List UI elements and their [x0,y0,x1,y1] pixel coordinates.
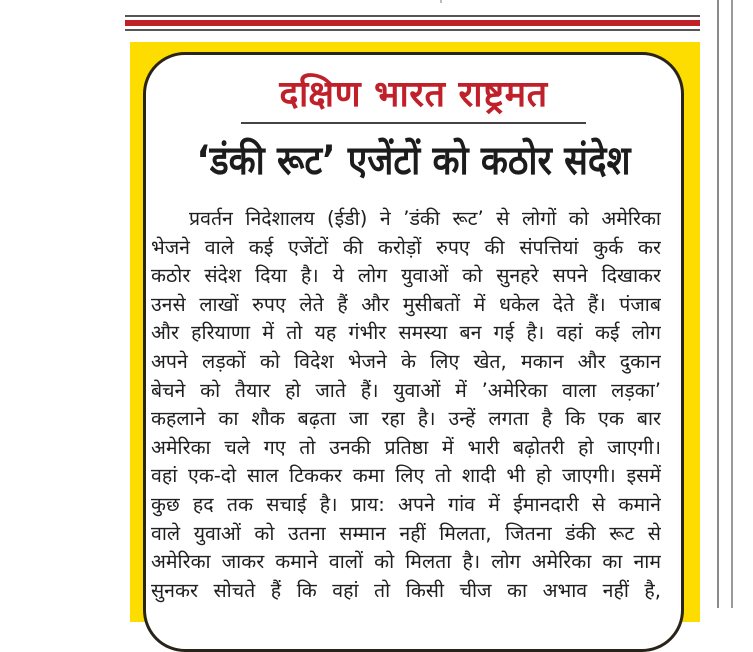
column-divider-left [717,0,719,608]
body-line: कुछ हद तक सचाई है। प्राय: अपने गांव में ईमानदारी से कमाने [151,492,661,516]
article-headline: ‘डंकी रूट’ एजेंटों को कठोर संदेश [196,138,631,184]
body-line: वाले युवाओं को उतना सम्मान नहीं मिलता, जितना डंकी रूट से [151,521,661,545]
body-line: अमेरिका चले गए तो उनकी प्रतिष्ठा में भारी बढ़ोतरी हो जाएगी। [151,435,661,459]
body-line: सुनकर सोचते हैं कि वहां तो किसी चीज का अभाव नहीं है, [151,578,661,602]
body-line: वहां एक-दो साल टिककर कमा लिए तो शादी भी हो जाएगी। इसमें [151,464,661,488]
page-header-rules [125,15,700,31]
body-line: अमेरिका जाकर कमाने वालों को मिलता है। लोग अमेरिका का नाम [151,550,661,574]
body-line: उनसे लाखों रुपए लेते हैं और मुसीबतों में धकेल देते हैं। पंजाब [151,292,661,316]
rule-bottom-gray [125,29,700,31]
masthead-divider [241,122,586,124]
editorial-card [143,52,684,652]
masthead-title: दक्षिण भारत राष्ट्रमत [279,74,548,115]
body-line: और हरियाणा में तो यह गंभीर समस्या बन गई है। वहां कई लोग [151,321,661,345]
rule-top-gray [125,15,700,17]
article-body [146,205,691,605]
body-line: अपने लड़कों को विदेश भेजने के लिए खेत, मकान और दुकान [151,349,661,373]
cropped-element-top [440,0,442,3]
editorial-panel [130,42,700,622]
body-line: भेजने वाले कई एजेंटों की करोड़ों रुपए की संपत्तियां कुर्क कर [151,235,661,259]
column-divider-right [731,0,733,608]
body-line: बेचने को तैयार हो जाते हैं। युवाओं में ’अमेरिका वाला लड़का’ [151,378,661,402]
body-line: कठोर संदेश दिया है। ये लोग युवाओं को सुनहरे सपने दिखाकर [151,264,661,288]
body-line: प्रवर्तन निदेशालय (ईडी) ने ’डंकी रूट’ से लोगों को अमेरिका [189,207,661,230]
body-line: कहलाने का शौक बढ़ता जा रहा है। उन्हें लगता है कि एक बार [151,407,661,431]
rule-red [125,20,700,26]
